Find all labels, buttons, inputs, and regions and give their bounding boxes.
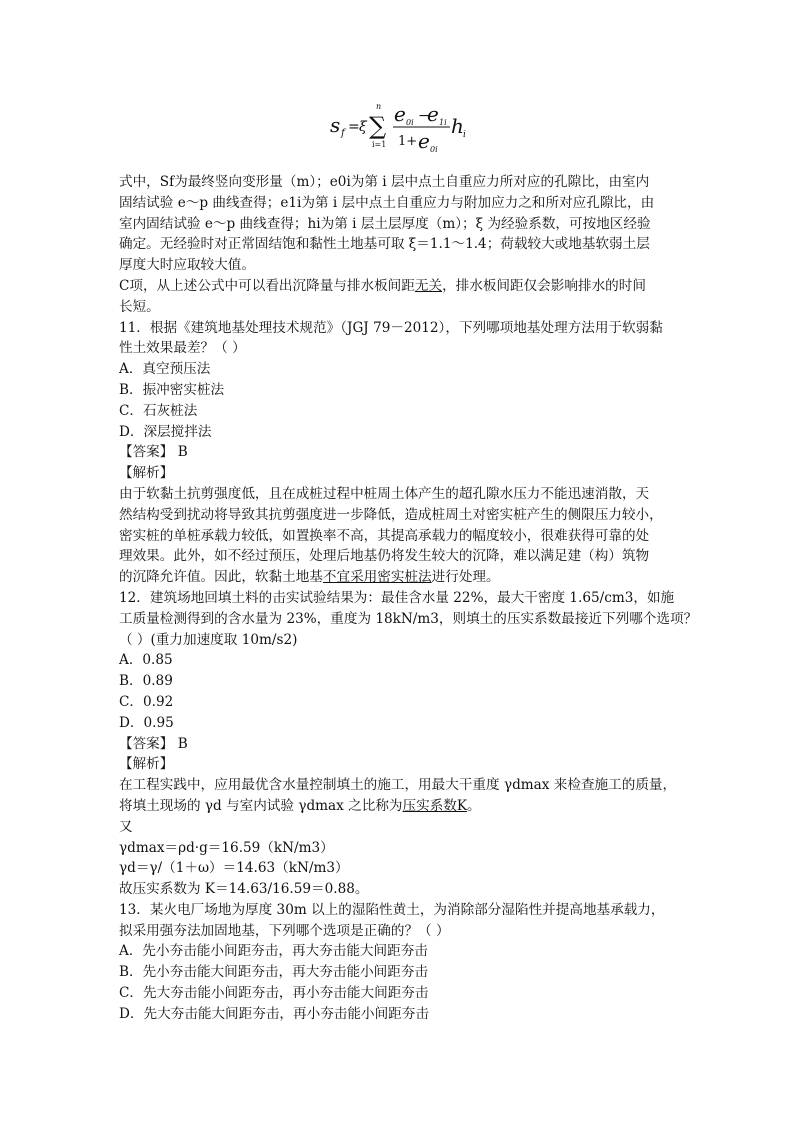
question-11-stem: 性土效果最差？（ ） bbox=[119, 340, 246, 357]
underlined-keyword: 无关 bbox=[414, 277, 443, 294]
analysis-text: 的沉降允许值。因此，软黏土地基 bbox=[119, 569, 323, 586]
question-12-analysis: 又 bbox=[119, 818, 133, 835]
explanation-text: C项，从上述公式中可以看出沉降量与排水板间距 bbox=[119, 277, 415, 294]
formula-num-a-sub: 0i bbox=[406, 118, 414, 127]
formula-num-b-sub: 1i bbox=[439, 118, 447, 127]
question-12-result: 故压实系数为 K＝14.63/16.59＝0.88。 bbox=[119, 881, 369, 898]
question-11-option-b: B．振冲密实桩法 bbox=[119, 381, 225, 398]
underlined-keyword: 不宜采用密实桩法 bbox=[322, 569, 432, 586]
question-13-stem: 13．某火电厂场地为厚度 30m 以上的湿陷性黄土，为消除部分湿陷性并提高地基承载力， bbox=[119, 901, 665, 918]
question-12-option-b: B．0.89 bbox=[119, 673, 173, 690]
question-12-option-a: A．0.85 bbox=[119, 652, 173, 669]
question-12-analysis-label: 【解析】 bbox=[119, 756, 174, 773]
analysis-text: 。 bbox=[467, 797, 481, 814]
option-c-explanation bbox=[119, 276, 675, 297]
question-12-stem: 12．建筑场地回填土料的击实试验结果为：最佳含水量 22%，最大干密度 1.65/cm3，如施 bbox=[119, 589, 675, 606]
question-12-option-d: D．0.95 bbox=[119, 714, 174, 731]
intro-line: 室内固结试验 e～p 曲线查得；hi为第 i 层土层厚度（m）；ξ 为经验系数，可按地区经验 bbox=[119, 215, 651, 232]
question-11-option-d: D．深层搅拌法 bbox=[119, 423, 212, 440]
question-12-calculation: γd＝γ/（1＋ω）＝14.63（kN/m3） bbox=[119, 860, 349, 877]
formula-equals: = bbox=[348, 119, 360, 135]
question-12-answer: 【答案】 B bbox=[119, 735, 188, 752]
formula-den-e-sub: 0i bbox=[430, 145, 438, 154]
question-12-analysis: 在工程实践中，应用最优含水量控制填土的施工，用最大干重度 γdmax 来检查施工的质量， bbox=[119, 777, 677, 794]
question-13-option-b: B．先小夯击能大间距夯击，再大夯击能小间距夯击 bbox=[119, 964, 429, 981]
question-11-option-c: C．石灰桩法 bbox=[119, 402, 198, 419]
formula-sum-top: n bbox=[376, 102, 382, 111]
formula-h-sub: i bbox=[463, 130, 466, 140]
question-11-analysis: 理效果。此外，如不经过预压，处理后地基仍将发生较大的沉降，难以满足建（构）筑物 bbox=[119, 548, 650, 565]
question-13-option-c: C．先大夯击能小间距夯击，再小夯击能大间距夯击 bbox=[119, 985, 429, 1002]
formula-lhs: s bbox=[330, 113, 341, 137]
formula-num-a: e bbox=[394, 102, 406, 126]
analysis-text: 将填土现场的 γd 与室内试验 γdmax 之比称为 bbox=[119, 797, 403, 814]
question-12-analysis-definition bbox=[119, 796, 675, 817]
question-11-analysis: 密实桩的单桩承载力较低，如置换率不高，其提高承载力的幅度较小，很难获得可靠的处 bbox=[119, 527, 650, 544]
question-11-answer: 【答案】 B bbox=[119, 444, 188, 461]
question-11-option-a: A．真空预压法 bbox=[119, 361, 211, 378]
question-11-analysis-label: 【解析】 bbox=[119, 465, 174, 482]
question-12-calculation: γdmax＝ρd·g＝16.59（kN/m3） bbox=[119, 839, 334, 856]
formula-num-b: e bbox=[427, 102, 439, 126]
intro-line: 固结试验 e～p 曲线查得；e1i为第 i 层中点土自重应力与附加应力之和所对应孔隙比，由 bbox=[119, 194, 655, 211]
formula-coef: ξ bbox=[359, 119, 367, 135]
formula-lhs-sub: f bbox=[341, 128, 345, 139]
explanation-text: ，排水板间距仅会影响排水的时间 bbox=[442, 277, 646, 294]
question-12-option-c: C．0.92 bbox=[119, 693, 174, 710]
analysis-text: 进行处理。 bbox=[431, 569, 500, 586]
question-13-option-d: D．先大夯击能大间距夯击，再小夯击能小间距夯击 bbox=[119, 1005, 429, 1022]
formula-minus: − bbox=[418, 108, 430, 124]
settlement-formula bbox=[326, 92, 486, 158]
formula-h: h bbox=[451, 114, 464, 138]
intro-line: 确定。无经验时对正常固结饱和黏性土地基可取 ξ＝1.1～1.4；荷载较大或地基软弱土层 bbox=[119, 236, 650, 253]
question-12-stem: 工质量检测得到的含水量为 23%，重度为 18kN/m3，则填土的压实系数最接近下列哪个选项？ bbox=[119, 610, 698, 627]
underlined-keyword: 压实系数K bbox=[402, 797, 468, 814]
question-11-analysis-conclusion bbox=[119, 567, 675, 588]
question-13-stem: 拟采用强夯法加固地基，下列哪个选项是正确的？（ ） bbox=[119, 922, 450, 939]
formula-den-e: e bbox=[418, 129, 430, 153]
formula-sum-bottom: i=1 bbox=[372, 140, 387, 149]
question-11-analysis: 然结构受到扰动将导致其抗剪强度进一步降低，造成桩周土对密实桩产生的侧限压力较小， bbox=[119, 506, 663, 523]
question-11-stem: 11．根据《建筑地基处理技术规范》（JGJ 79－2012），下列哪项地基处理方法用于软弱黏 bbox=[119, 319, 663, 336]
question-13-option-a: A．先小夯击能小间距夯击，再大夯击能大间距夯击 bbox=[119, 943, 428, 960]
intro-line: 厚度大时应取较大值。 bbox=[119, 257, 255, 274]
formula-sum: ∑ bbox=[369, 112, 387, 140]
question-11-analysis: 由于软黏土抗剪强度低，且在成桩过程中桩周土体产生的超孔隙水压力不能迅速消散，天 bbox=[119, 485, 650, 502]
intro-line: 长短。 bbox=[119, 298, 160, 315]
intro-line: 式中，Sf为最终竖向变形量（m）；e0i为第 i 层中点土自重应力所对应的孔隙比，由室内 bbox=[119, 174, 650, 190]
document-body bbox=[119, 172, 698, 1025]
question-12-stem: （ ）(重力加速度取 10m/s2) bbox=[119, 631, 298, 648]
formula-den-prefix: 1+ bbox=[398, 134, 418, 149]
